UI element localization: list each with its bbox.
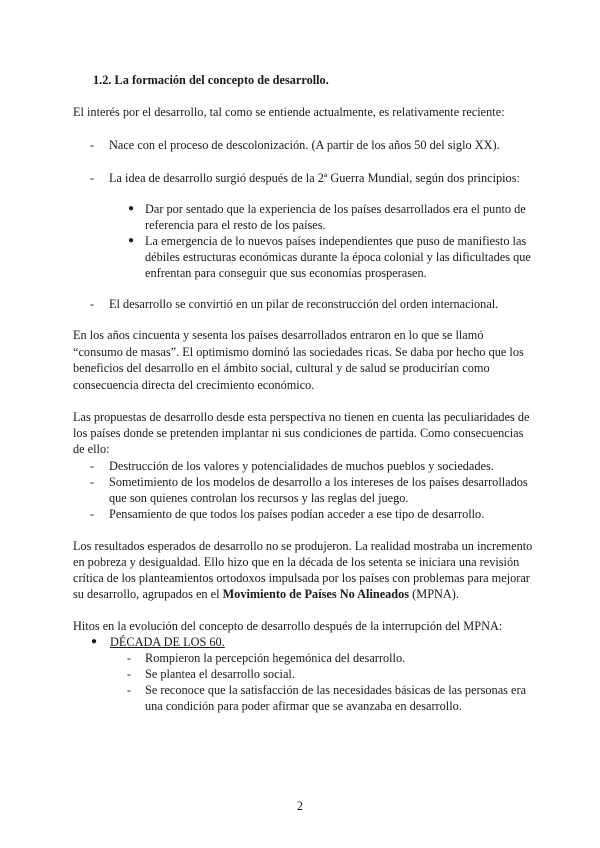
sub-item-line: débiles estructuras económicas durante la época colonial y las dificultades que xyxy=(145,250,531,264)
paragraph-line: “consumo de masas”. El optimismo dominó las sociedades ricas. Se daba por hecho que los xyxy=(73,345,524,359)
list-item: Se plantea el desarrollo social. xyxy=(145,667,295,681)
list-item: Rompieron la percepción hegemónica del desarrollo. xyxy=(145,651,406,665)
dash-marker: - xyxy=(90,459,95,473)
list-item: Se reconoce que la satisfacción de las necesidades básicas de las personas era xyxy=(145,683,527,697)
list-item: Sometimiento de los modelos de desarrollo a los intereses de los países desarrollados xyxy=(109,475,528,489)
paragraph-line: consecuencia directa del crecimiento económico. xyxy=(73,378,315,392)
sub-item-line: enfrentan para conseguir que sus economías prosperasen. xyxy=(145,266,427,280)
paragraph-line: Las propuestas de desarrollo desde esta perspectiva no tienen en cuenta las peculiaridades de xyxy=(73,410,530,424)
list-item: La idea de desarrollo surgió después de la 2ª Guerra Mundial, según dos principios: xyxy=(109,171,520,185)
bullet-marker: ● xyxy=(91,636,98,647)
decade-title: DÉCADA DE LOS 60. xyxy=(110,635,225,649)
dash-marker: - xyxy=(90,507,95,521)
dash-marker: - xyxy=(90,475,95,489)
intro-paragraph: El interés por el desarrollo, tal como se entiende actualmente, es relativamente reciente: xyxy=(73,105,505,119)
sub-item-line: La emergencia de lo nuevos países independientes que puso de manifiesto las xyxy=(145,234,527,248)
dash-marker: - xyxy=(127,667,132,681)
paragraph-line: en pobreza y desigualdad. Ello hizo que en la década de los setenta se iniciara una revisión xyxy=(73,555,520,569)
paragraph-line: crítica de los planteamientos ortodoxos impulsada por los países con problemas para mejorar xyxy=(73,571,530,585)
list-item: El desarrollo se convirtió en un pilar de reconstrucción del orden internacional. xyxy=(109,297,499,311)
dash-marker: - xyxy=(90,297,95,311)
list-item: Destrucción de los valores y potencialidades de muchos pueblos y sociedades. xyxy=(109,459,494,473)
dash-marker: - xyxy=(127,683,132,697)
list-item-continuation: que son quienes controlan los recursos y las reglas del juego. xyxy=(109,491,409,505)
mpna-term: Movimiento de Países No Alineados xyxy=(222,587,410,601)
list-item: Nace con el proceso de descolonización. (A partir de los años 50 del siglo XX). xyxy=(109,138,500,152)
bullet-marker: ● xyxy=(128,235,135,246)
dash-marker: - xyxy=(127,651,132,665)
paragraph-line xyxy=(73,586,459,603)
list-item: Pensamiento de que todos los países podían acceder a ese tipo de desarrollo. xyxy=(109,507,485,521)
sub-item-line: referencia para el resto de los países. xyxy=(145,218,326,232)
page-number: 2 xyxy=(296,799,304,813)
paragraph-line: En los años cincuenta y sesenta los países desarrollados entraron en lo que se llamó xyxy=(73,328,484,342)
paragraph-hitos: Hitos en la evolución del concepto de desarrollo después de la interrupción del MPNA: xyxy=(73,619,503,633)
paragraph-text: (MPNA). xyxy=(409,587,459,601)
paragraph-text: su desarrollo, agrupados en el xyxy=(73,587,223,601)
section-heading: 1.2. La formación del concepto de desarrollo. xyxy=(93,73,329,87)
bullet-marker: ● xyxy=(128,203,135,214)
paragraph-line: beneficios del desarrollo en el ámbito social, cultural y de salud se producirían como xyxy=(73,361,490,375)
paragraph-line: de ello: xyxy=(73,442,110,456)
dash-marker: - xyxy=(90,138,95,152)
dash-marker: - xyxy=(90,171,95,185)
sub-item-line: Dar por sentado que la experiencia de los países desarrollados era el punto de xyxy=(145,202,526,216)
list-item-continuation: una condición para poder afirmar que se avanzaba en desarrollo. xyxy=(145,699,462,713)
paragraph-line: los países donde se pretenden implantar ni sus condiciones de partida. Como consecuencias xyxy=(73,426,524,440)
paragraph-line: Los resultados esperados de desarrollo no se produjeron. La realidad mostraba un incremento xyxy=(73,539,533,553)
